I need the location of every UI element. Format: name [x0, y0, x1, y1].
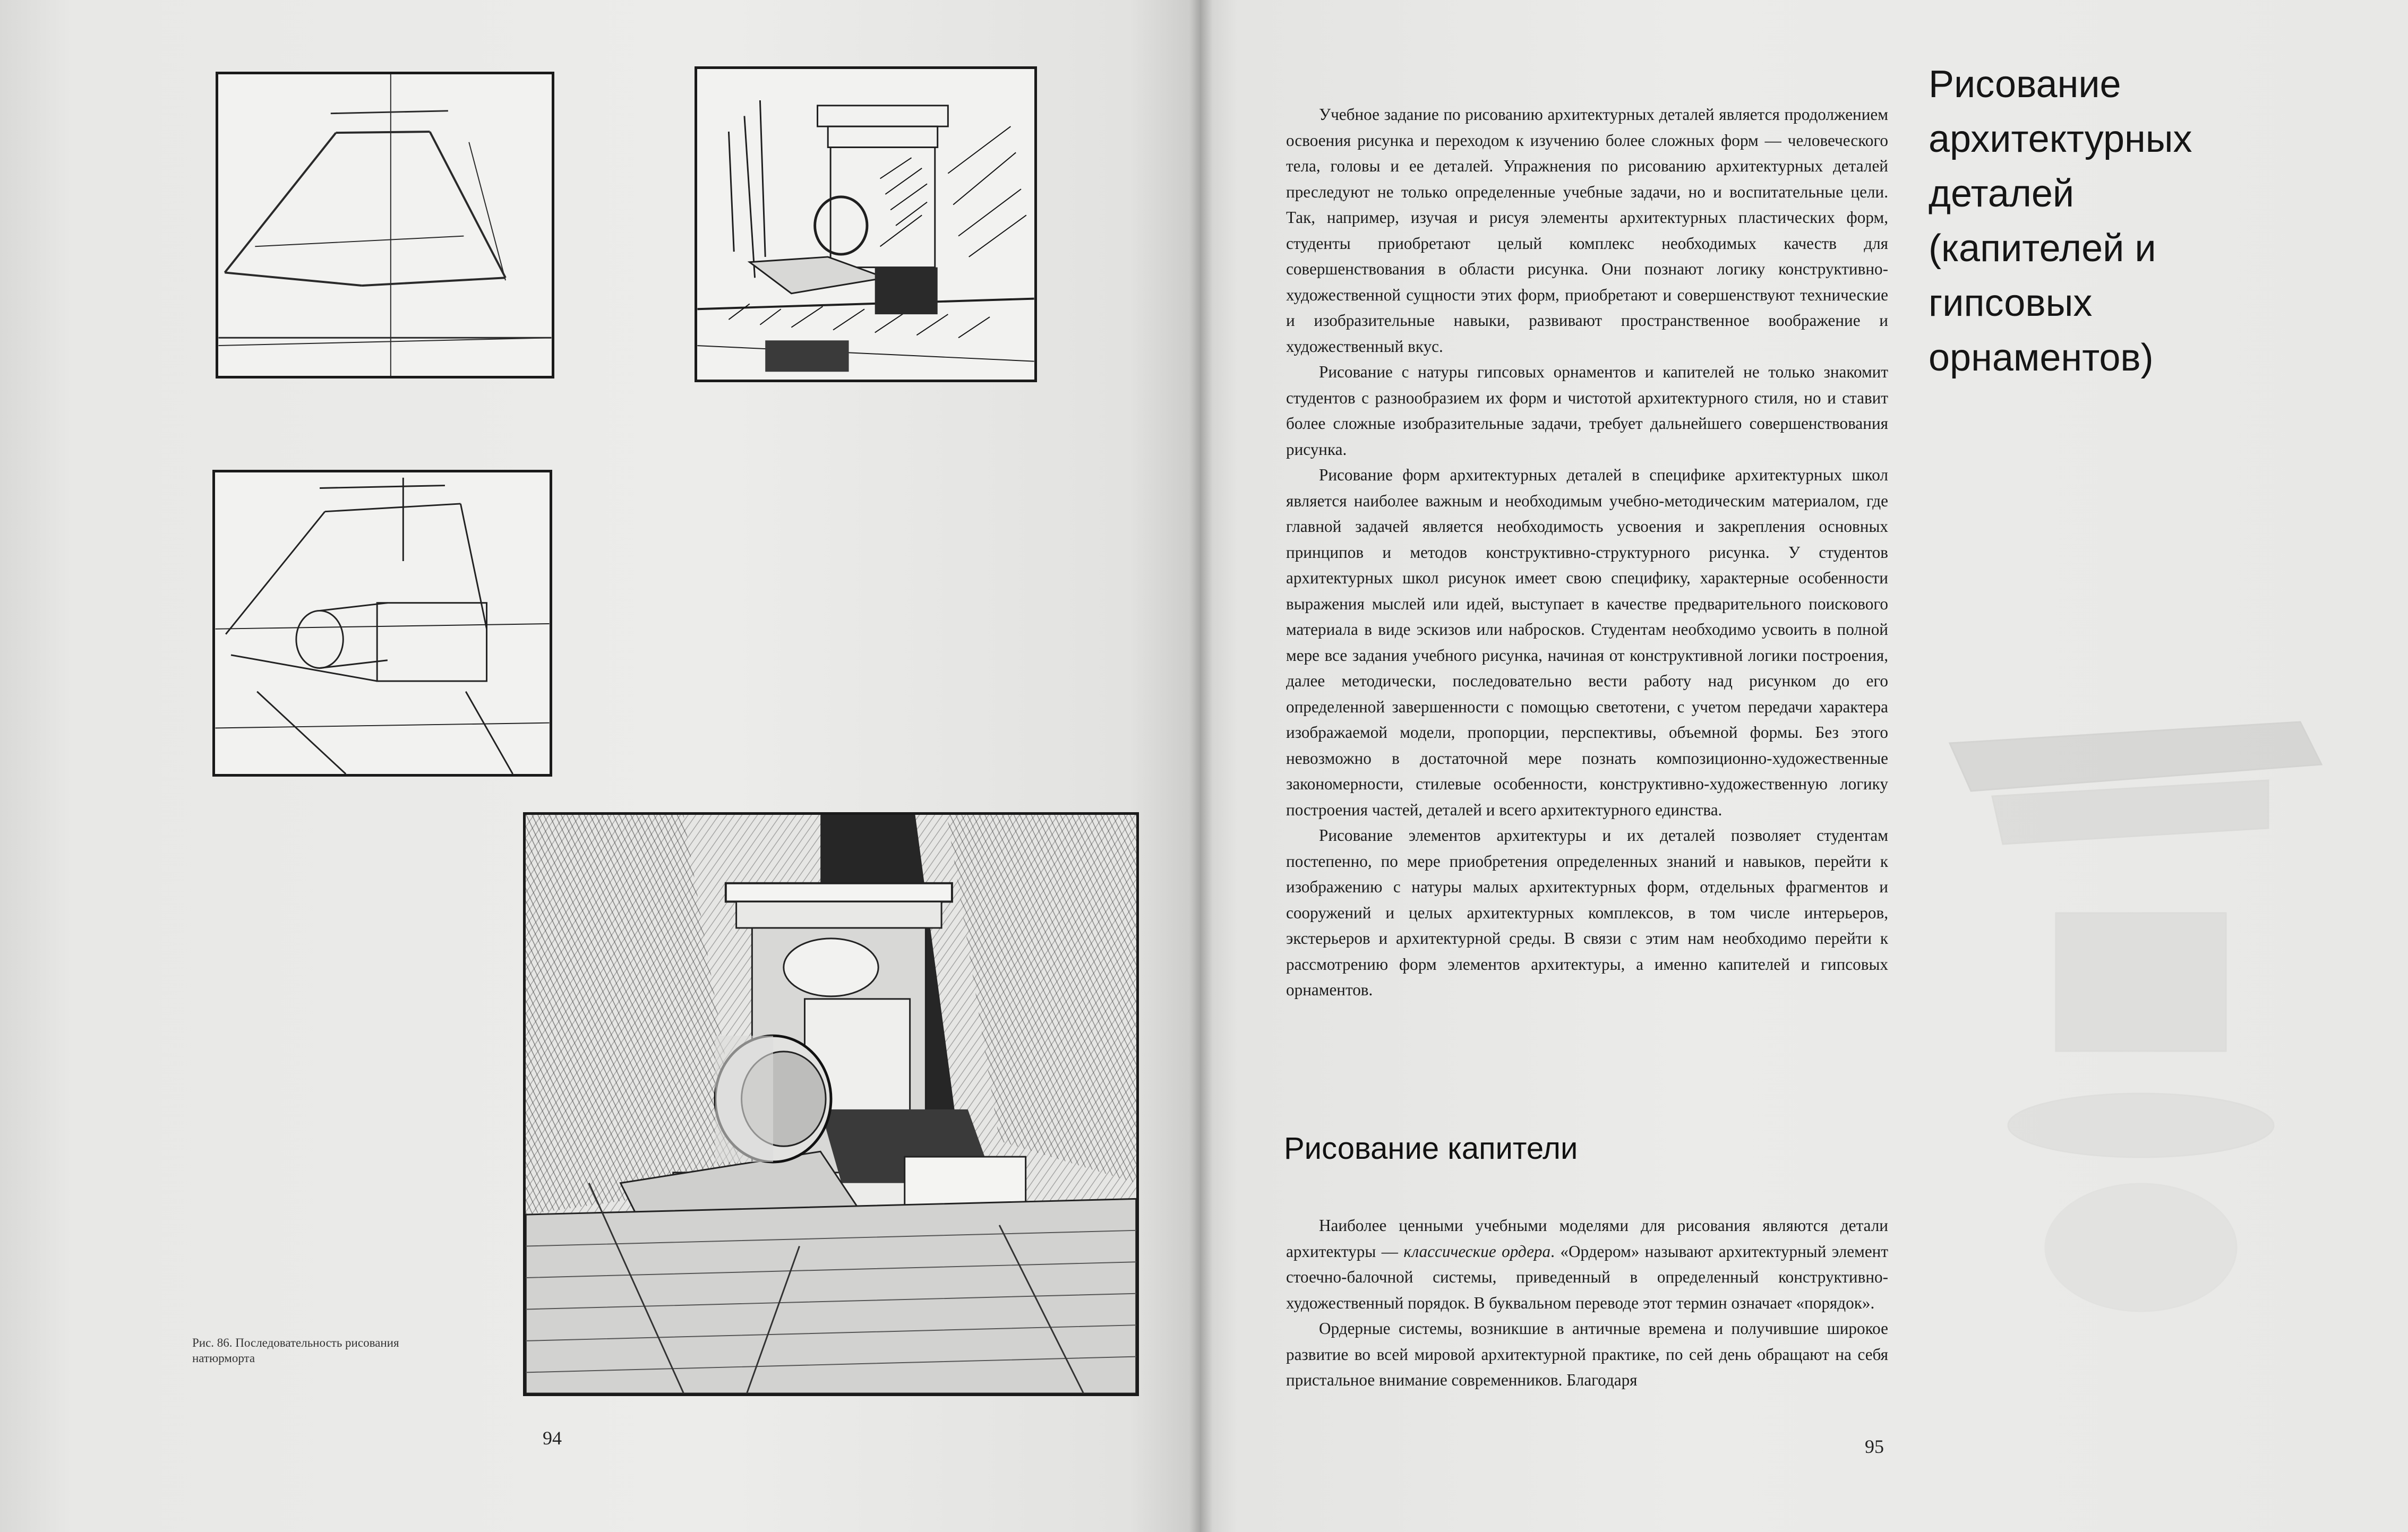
still-life-illustration: [526, 815, 1136, 1393]
tonal-sketch-2: [697, 69, 1034, 380]
figure-caption: Рис. 86. Последовательность рисования натюрморта: [192, 1336, 399, 1365]
left-page: [0, 0, 1201, 1532]
paragraph: [1286, 1213, 1888, 1316]
chapter-title: Рисование архитектурных деталей (капителей и гипсовых орнаментов): [1929, 63, 2192, 379]
sketch-frame-1: [216, 72, 554, 378]
paragraph: Рисование с натуры гипсовых орнаментов и капителей не только знакомит студентов с разнообразием их форм и чистотой архитектурного стиля, но и ставит более сложные изобразительные задачи, требует дальнейшего совершенствования рисунка.: [1286, 363, 1888, 459]
paragraph: Ордерные системы, возникшие в античные времена и получившие широкое развитие во всей мировой архитектурной практике, по сей день обращают на себя пристальное внимание современников. Благодаря: [1286, 1319, 1888, 1389]
text-span: . «Ордером» называют архитектурный элемент стоечно-балочной системы, приведенный в определенный конструктивно-художественный порядок. В буквальном переводе этот термин означает «порядок».: [1286, 1242, 1888, 1312]
main-text-column: [1286, 102, 1888, 1003]
emphasis-term: классические ордера: [1403, 1242, 1551, 1261]
construction-sketch-3: [215, 472, 550, 774]
sketch-frame-2: [695, 66, 1037, 382]
book-gutter: [1189, 0, 1213, 1532]
section-subheading: Рисование капители: [1284, 1131, 1578, 1166]
subsection-text: [1286, 1213, 1888, 1393]
construction-sketch-1: [218, 74, 552, 376]
still-life-drawing: [523, 812, 1139, 1396]
capital-ghost-image: [1929, 690, 2332, 1380]
paragraph: Учебное задание по рисованию архитектурных деталей является продолжением освоения рисунка и переходом к изучению более сложных форм — человеческого тела, головы и ее деталей. Упражнения по рисованию архитектурных деталей преследуют не только определенные учебные задачи, но и воспитательные цели. Так, например, изучая и рисуя элементы архитектурных пластических форм, студенты приобретают целый комплекс необходимых качеств для совершенствования в области рисунка. Они познают логику конструктивно-художественной сущности этих форм, приобретают и совершенствуют технические и изобразительные навыки, развивают пространственное воображение и художественный вкус.: [1286, 105, 1888, 356]
paragraph: Рисование форм архитектурных деталей в специфике архитектурных школ является наиболее важным и необходимым учебно-методическим материалом, где главной задачей является необходимость усвоения и закрепления основных принципов и методов конструктивно-структурного рисунка. У студентов архитектурных школ рисунок имеет свою специфику, характерные особенности выражения мыслей или идей, выступает в качестве предварительного поискового материала в виде эскизов или набросков. Студентам необходимо усвоить в полной мере все задания учебного рисунка, начиная от конструктивной логики построения, далее методически, последовательно вести работу над рисунком до его определенной завершенности с помощью светотени, с учетом передачи характера изображаемой модели, пропорции, перспективы, объемной формы. Без этого невозможно в достаточной мере познать композиционно-художественные закономерности, стилевые особенности, конструктивно-художественную логику построения частей, деталей и всего архитектурного единства.: [1286, 466, 1888, 819]
paragraph: Рисование элементов архитектуры и их деталей позволяет студентам постепенно, по мере приобретения определенных знаний и навыков, перейти к изображению с натуры малых архитектурных форм, отдельных фрагментов и сооружений и целых архитектурных комплексов, в том числе интерьеров, экстерьеров и архитектурной среды. В связи с этим нам необходимо перейти к рассмотрению форм элементов архитектуры, а именно капителей и гипсовых орнаментов.: [1286, 826, 1888, 999]
sketch-frame-3: [212, 470, 552, 777]
right-page: [1201, 0, 2408, 1532]
text-span: Наиболее ценными учебными моделями для рисования являются детали архитектуры —: [1286, 1216, 1888, 1261]
page-number-left: 94: [543, 1427, 562, 1449]
page-number-right: 95: [1865, 1436, 1884, 1457]
